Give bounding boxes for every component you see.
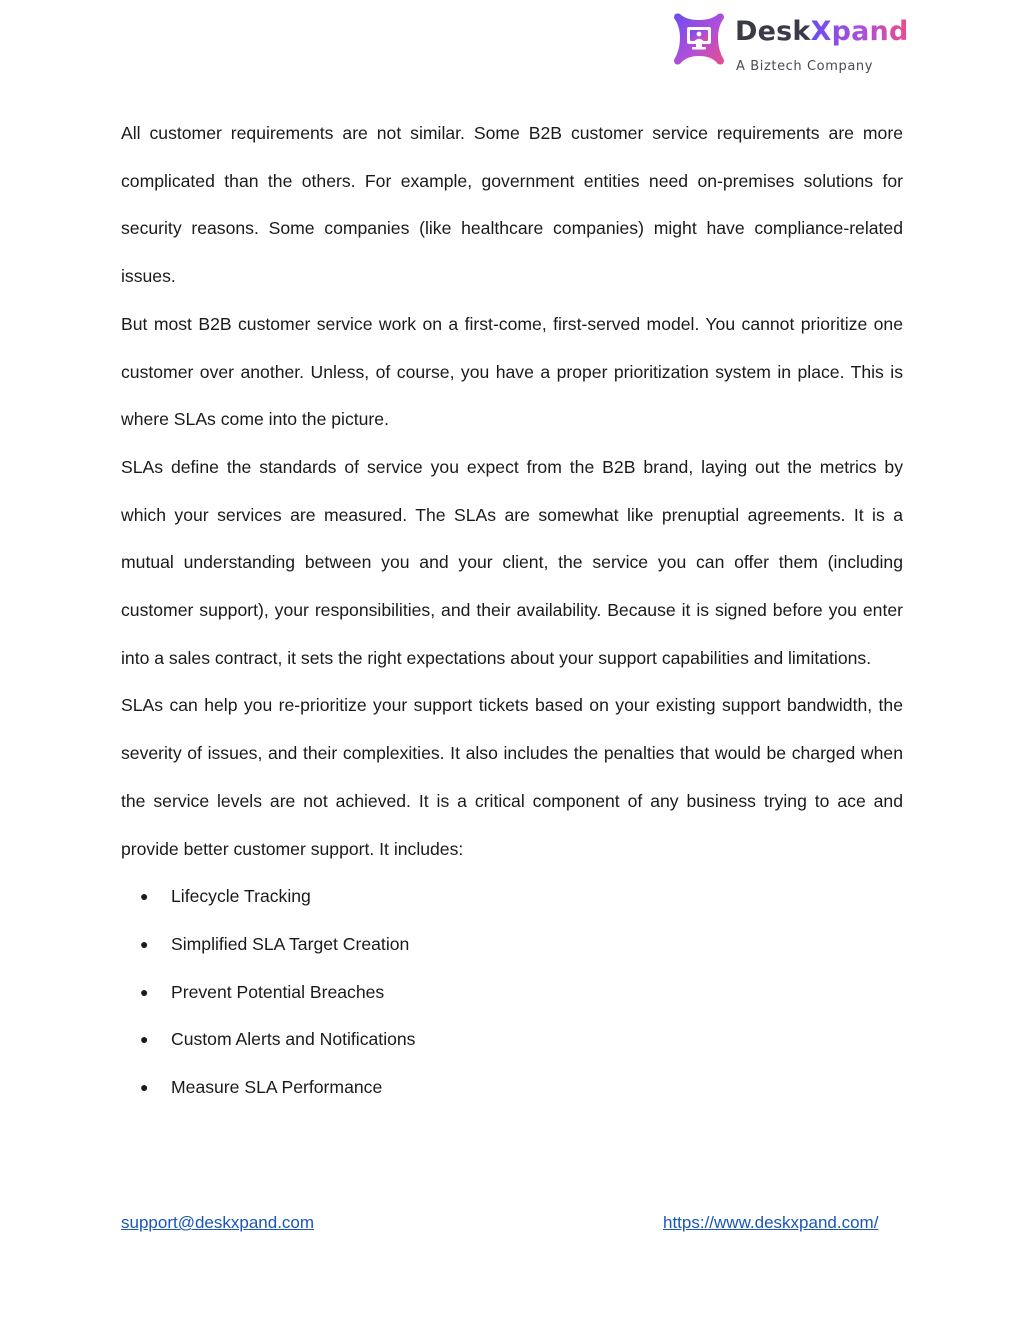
list-item-label: Measure SLA Performance: [171, 1077, 383, 1098]
bullet-icon: ●: [140, 935, 149, 952]
list-item: [121, 1016, 903, 1064]
brand-name-part2: Xpand: [810, 16, 909, 47]
bullet-icon: ●: [140, 1031, 149, 1048]
list-item-label: Lifecycle Tracking: [171, 886, 311, 907]
list-item: [121, 1064, 903, 1112]
feature-list: [121, 873, 903, 1112]
brand-tagline: A Biztech Company: [736, 59, 874, 74]
list-item-label: Simplified SLA Target Creation: [171, 933, 410, 954]
bullet-icon: ●: [140, 888, 149, 905]
list-item-label: Prevent Potential Breaches: [171, 981, 385, 1002]
document-body: [121, 110, 903, 1112]
brand-logo: [672, 10, 912, 80]
brand-name: [735, 18, 908, 45]
website-link[interactable]: https://www.deskxpand.com/: [663, 1213, 879, 1232]
bullet-icon: ●: [140, 1079, 149, 1096]
list-item: [121, 969, 903, 1017]
paragraph: All customer requirements are not similar. Some B2B customer service requirements are more complicated than the others. For example, government entities need on-premises solutions for security reasons. Some companies (like healthcare companies) might have compliance-related issues.: [121, 123, 903, 287]
list-item: [121, 873, 903, 921]
brand-name-part1: Desk: [735, 16, 811, 47]
list-item-label: Custom Alerts and Notifications: [171, 1029, 416, 1050]
list-item: [121, 921, 903, 969]
paragraph: SLAs can help you re-prioritize your support tickets based on your existing support bandwidth, the severity of issues, and their complexities. It also includes the penalties that would be charged when the service levels are not achieved. It is a critical component of any business trying to ace and provide better customer support. It includes:: [121, 695, 903, 859]
paragraph: But most B2B customer service work on a first-come, first-served model. You cannot prioritize one customer over another. Unless, of course, you have a proper prioritization system in place. This is where SLAs come into the picture.: [121, 313, 903, 430]
support-email-link[interactable]: support@deskxpand.com: [121, 1213, 315, 1232]
monitor-person-icon: [672, 10, 726, 66]
bullet-icon: ●: [140, 983, 149, 1000]
paragraph: SLAs define the standards of service you expect from the B2B brand, laying out the metrics by which your services are measured. The SLAs are somewhat like prenuptial agreements. It is a mutual understanding between you and your client, the service you can offer them (including customer support), your responsibilities, and their availability. Because it is signed before you enter into a sales contract, it sets the right expectations about your support capabilities and limitations.: [121, 456, 903, 668]
